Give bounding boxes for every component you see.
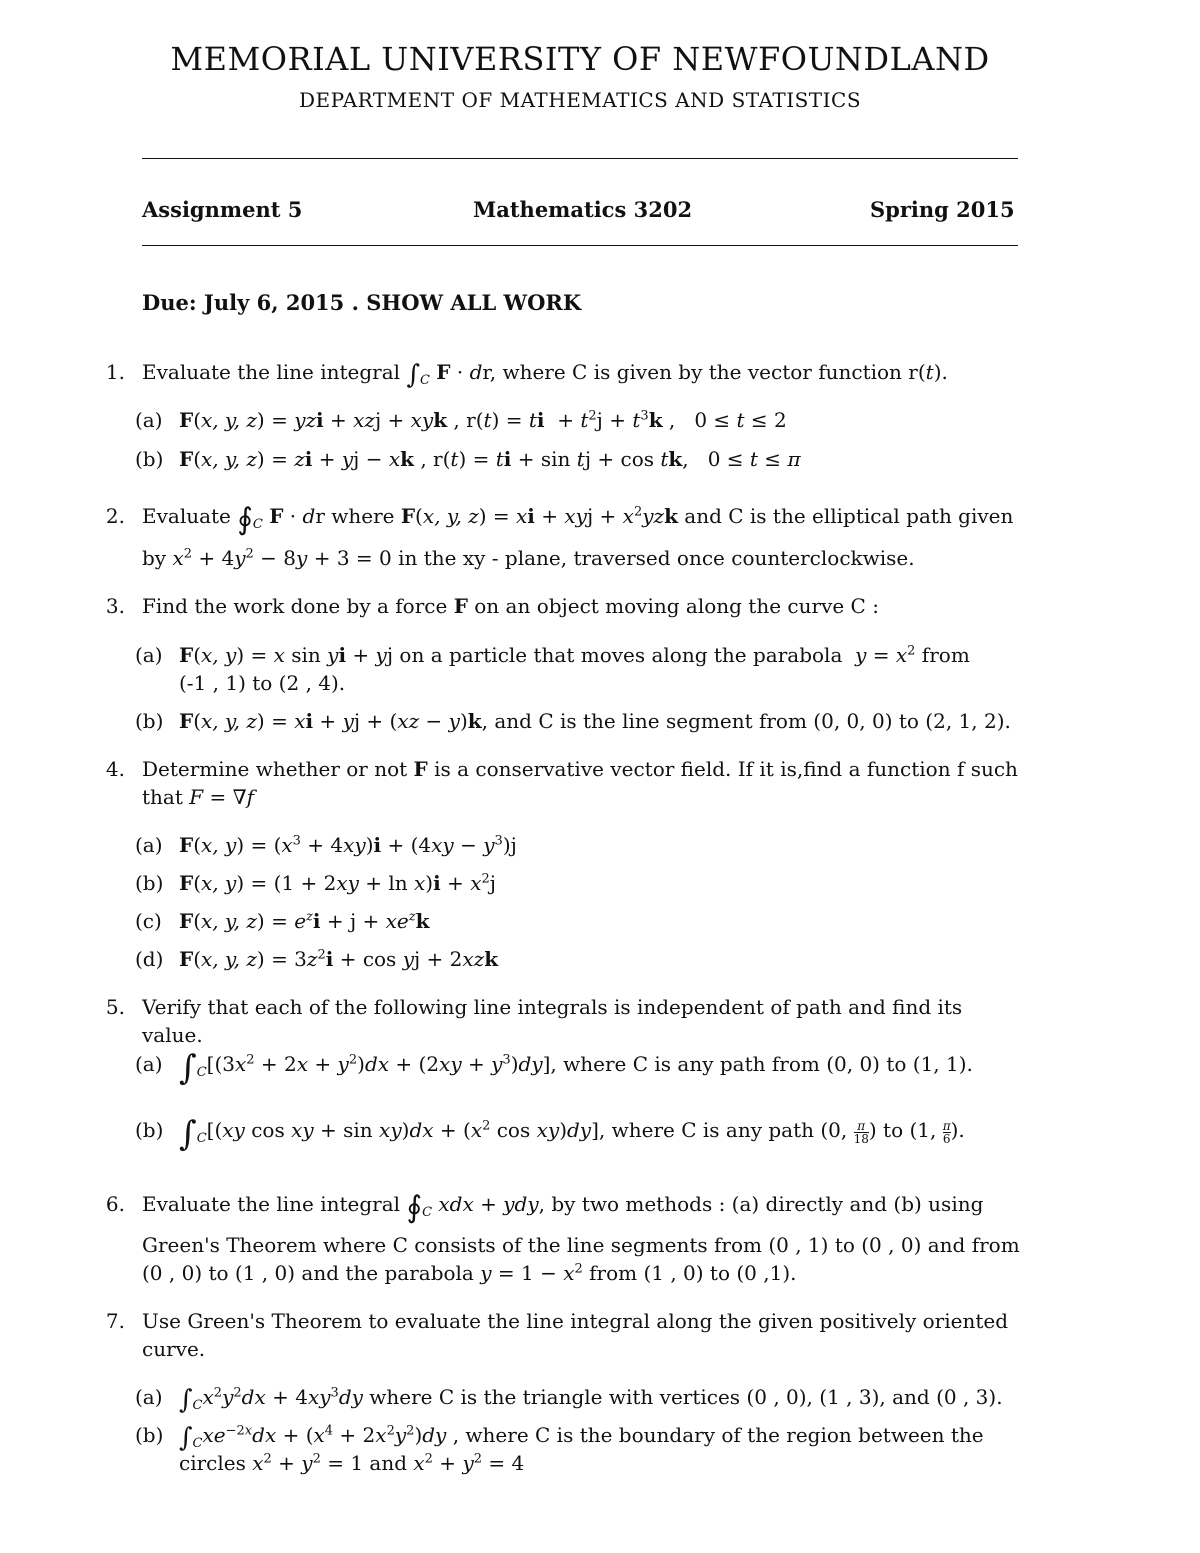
part-label: (c) [135, 909, 162, 933]
problem-7b-cont: circles $x^2 + y^2 = 1$ and $x^2 + y^2 = 4$ [179, 1451, 525, 1475]
part-label: (b) [135, 1118, 164, 1142]
problem-1b: (b) F(x, y, z) = zi + yj − xk , r(t) = ti + sin tj + cos tk, 0 ≤ t ≤ π [135, 447, 801, 471]
problem-number: 6. [105, 1192, 125, 1216]
problem-5a: (a) $\int_C[(3x^2 + 2x + y^2)dx + (2xy + y^3)dy]$, where C is any path from (0, 0) to (1, 1). [135, 1048, 973, 1088]
problem-7b: (b) $\int_Cxe^{-2x}dx + (x^4 + 2x^2y^2)dy$ , where C is the boundary of the region between the [135, 1423, 984, 1453]
problem-7a: (a) $\int_Cx^2y^2dx + 4xy^3dy$ where C is the triangle with vertices (0 , 0), (1 , 3), and (0 , 3). [135, 1385, 1003, 1415]
problem-5b: (b) $\int_C[(xy$ cos xy + $\sin xy)dx + (x^2$ cos xy)dy], where C is any path (0, $\frac{\pi}{18}$ ) to (1, $\frac{\pi}{6}$ ). [135, 1114, 965, 1154]
part-label: (a) [135, 643, 163, 667]
top-rule [142, 158, 1018, 159]
part-label: (a) [135, 833, 163, 857]
part-label: (d) [135, 947, 164, 971]
part-label: (b) [135, 709, 164, 733]
problem-3a: (a) F(x, y) = x sin yi + yj on a particle that moves along the parabola $y = x^2$ from [135, 643, 970, 667]
problem-3a-cont: (-1 , 1) to (2 , 4). [179, 671, 346, 695]
part-label: (a) [135, 1052, 163, 1076]
assignment-label: Assignment 5 [142, 197, 303, 222]
problem-6-text: Evaluate the line integral $∮_C$ xdx + ydy, by two methods : (a) directly and (b) using [142, 1190, 984, 1225]
problem-4a: (a) F(x, $y) = (x^3 + 4xy)i + (4xy - y^3)j$ [135, 833, 517, 857]
problem-1-text: Evaluate the line integral $\int_C$ F · dr, where C is given by the vector function r(t). [142, 360, 948, 390]
term-label: Spring 2015 [870, 197, 1015, 222]
problem-1a: (a) F(x, y, z) = yzi + xzj + xyk , r(t) = ti + $t^2j + t^3k$ , 0 ≤ t ≤ 2 [135, 408, 787, 432]
course-label: Mathematics 3202 [473, 197, 693, 222]
part-label: (b) [135, 871, 164, 895]
problem-number: 1. [105, 360, 125, 384]
problem-number: 3. [105, 594, 125, 618]
problem-3b: (b) F(x, y, z) = xi + yj + (xz − y)k, and C is the line segment from (0, 0, 0) to (2, 1, 2). [135, 709, 1011, 733]
part-label: (b) [135, 1423, 164, 1447]
bottom-rule [142, 245, 1018, 246]
due-line: Due: July 6, 2015 . SHOW ALL WORK [142, 290, 582, 315]
problem-4-text: Determine whether or not F is a conservative vector field. If it is,find a function f such that F = ∇f [142, 757, 1018, 809]
university-title: MEMORIAL UNIVERSITY OF NEWFOUNDLAND [170, 40, 990, 78]
problem-number: 7. [105, 1309, 125, 1333]
problem-6-text-cont: Green's Theorem where C consists of the line segments from (0 , 1) to (0 , 0) and from (0 , 0) to (1 , 0) and the parabola $y = 1 - x^2$ from (1 , 0) to (0 ,1). [142, 1233, 1020, 1285]
problem-7-text: Use Green's Theorem to evaluate the line integral along the given positively oriented curve. [142, 1309, 1009, 1361]
problem-2-text-cont: by $x^2 + 4y^2 - 8y + 3 = 0$ in the xy - plane, traversed once counterclockwise. [142, 546, 915, 570]
problem-number: 4. [105, 757, 125, 781]
problem-5-text: Verify that each of the following line integrals is independent of path and find its value. [142, 995, 963, 1047]
problem-4c: (c) F(x, y, $z) = e^zi + j + xe^zk$ [135, 909, 430, 933]
part-label: (a) [135, 1385, 163, 1409]
problem-number: 5. [105, 995, 125, 1019]
problem-2-text: Evaluate $∮_C$ F · dr where F(x, y, z) = xi + xyj + $x^2yzk$ and C is the elliptical path given [142, 502, 1014, 537]
part-label: (b) [135, 447, 164, 471]
department-title: DEPARTMENT OF MATHEMATICS AND STATISTICS [298, 88, 862, 112]
part-label: (a) [135, 408, 163, 432]
problem-4d: (d) F(x, y, $z) = 3z^2i + \cos$ yj + 2xzk [135, 947, 499, 971]
problem-3-text: Find the work done by a force F on an object moving along the curve C : [142, 594, 879, 618]
problem-4b: (b) F(x, $y) = (1 + 2xy + \ln x)i + x^2j$ [135, 871, 496, 895]
problem-number: 2. [105, 504, 125, 528]
